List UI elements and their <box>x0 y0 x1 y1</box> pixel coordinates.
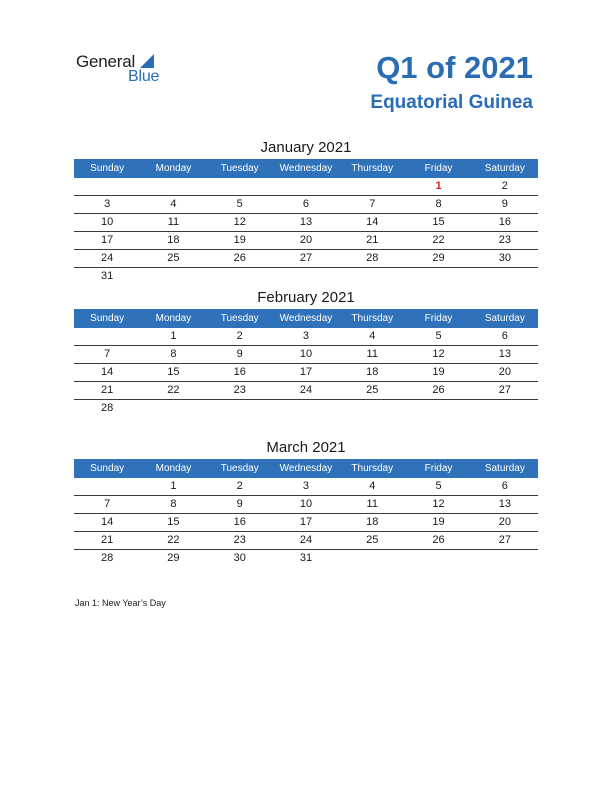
week-row <box>74 268 538 285</box>
weekday-label: Friday <box>424 463 453 474</box>
weekday-header <box>74 159 538 178</box>
weekday-label: Wednesday <box>279 463 333 474</box>
holiday-notes <box>75 598 166 608</box>
day-cell: 30 <box>498 252 511 264</box>
day-cell: 25 <box>366 534 379 546</box>
day-cell: 5 <box>435 480 442 492</box>
day-cell: 1 <box>170 330 177 342</box>
day-cell <box>74 328 140 345</box>
day-cell <box>405 550 471 567</box>
day-cell: 20 <box>498 516 511 528</box>
weekday-label: Saturday <box>484 313 525 324</box>
day-cell: 24 <box>101 252 114 264</box>
day-cell: 27 <box>498 534 511 546</box>
day-cell <box>472 400 538 417</box>
day-cell: 3 <box>302 480 310 492</box>
day-cell: 5 <box>236 198 243 210</box>
day-cell: 7 <box>104 498 111 510</box>
day-cell: 25 <box>167 252 180 264</box>
day-cell <box>273 178 339 195</box>
day-cell: 10 <box>101 216 114 228</box>
day-cell: 8 <box>170 348 177 360</box>
day-cell: 23 <box>233 534 246 546</box>
day-cell: 23 <box>498 234 511 246</box>
week-row <box>74 214 538 232</box>
day-cell: 14 <box>101 366 114 378</box>
week-row <box>74 328 538 346</box>
day-cell: 13 <box>498 348 511 360</box>
day-cell: 16 <box>233 366 246 378</box>
day-cell: 26 <box>432 534 445 546</box>
day-cell: 20 <box>299 234 313 246</box>
day-cell: 9 <box>501 198 508 210</box>
day-cell: 18 <box>167 234 180 246</box>
day-cell <box>74 178 140 195</box>
day-cell: 10 <box>299 498 313 510</box>
day-cell: 25 <box>366 384 379 396</box>
day-cell: 15 <box>167 366 180 378</box>
day-cell: 22 <box>167 384 180 396</box>
day-cell: 10 <box>299 348 313 360</box>
day-cell <box>339 550 405 567</box>
week-row <box>74 364 538 382</box>
day-cell <box>140 400 206 417</box>
day-cell: 5 <box>435 330 442 342</box>
day-cell: 12 <box>432 498 445 510</box>
week-row <box>74 478 538 496</box>
logo-general-text: General <box>76 52 136 71</box>
day-cell <box>339 268 405 285</box>
day-cell: 12 <box>432 348 445 360</box>
week-row <box>74 250 538 268</box>
day-cell: 6 <box>501 480 508 492</box>
month-title: February 2021 <box>257 289 355 306</box>
day-cell: 29 <box>432 252 445 264</box>
day-cell: 19 <box>432 366 445 378</box>
day-cell: 13 <box>498 498 511 510</box>
day-cell: 6 <box>501 330 508 342</box>
day-cell: 8 <box>435 198 442 210</box>
day-cell: 14 <box>366 216 379 228</box>
day-cell: 13 <box>299 216 313 228</box>
day-cell: 18 <box>366 366 379 378</box>
day-cell <box>273 400 339 417</box>
day-cell: 28 <box>101 552 114 564</box>
month-march <box>74 437 538 567</box>
day-cell: 9 <box>236 498 243 510</box>
day-cell: 7 <box>104 348 111 360</box>
day-cell: 9 <box>236 348 243 360</box>
day-cell: 6 <box>302 198 310 210</box>
week-row <box>74 232 538 250</box>
day-cell: 1 <box>170 480 177 492</box>
day-cell <box>472 550 538 567</box>
day-cell <box>140 268 206 285</box>
country-name: Equatorial Guinea <box>370 92 533 113</box>
weekday-label: Wednesday <box>279 163 333 174</box>
day-cell: 31 <box>299 552 313 564</box>
weekday-label: Sunday <box>90 463 125 474</box>
day-cell: 19 <box>432 516 445 528</box>
day-cell <box>207 268 273 285</box>
weekday-label: Tuesday <box>220 313 259 324</box>
holiday-note: Jan 1: New Year’s Day <box>75 598 166 608</box>
week-row <box>74 496 538 514</box>
day-cell: 11 <box>366 498 378 510</box>
month-february <box>74 287 538 417</box>
day-cell <box>207 400 273 417</box>
day-cell <box>74 478 140 495</box>
weekday-label: Tuesday <box>220 163 259 174</box>
day-cell: 19 <box>233 234 246 246</box>
day-cell: 31 <box>101 270 114 282</box>
day-cell: 4 <box>369 480 376 492</box>
day-cell: 8 <box>170 498 177 510</box>
calendar-grid <box>74 178 538 285</box>
day-cell <box>273 268 339 285</box>
day-cell: 15 <box>432 216 445 228</box>
weekday-label: Thursday <box>351 463 394 474</box>
day-cell: 11 <box>167 216 180 228</box>
day-cell: 24 <box>299 534 313 546</box>
day-cell: 1 <box>435 180 442 192</box>
weekday-label: Friday <box>424 163 453 174</box>
weekday-label: Monday <box>155 163 192 174</box>
day-cell: 17 <box>299 366 313 378</box>
day-cell: 30 <box>233 552 246 564</box>
day-cell: 14 <box>101 516 114 528</box>
generalblue-logo <box>76 52 176 88</box>
week-row <box>74 532 538 550</box>
weekday-label: Sunday <box>90 313 125 324</box>
day-cell: 16 <box>233 516 246 528</box>
day-cell <box>405 268 471 285</box>
day-cell <box>140 178 206 195</box>
day-cell: 27 <box>299 252 313 264</box>
week-row <box>74 514 538 532</box>
day-cell: 7 <box>369 198 376 210</box>
weekday-label: Thursday <box>351 163 394 174</box>
week-row <box>74 382 538 400</box>
day-cell: 28 <box>366 252 379 264</box>
day-cell: 15 <box>167 516 180 528</box>
day-cell: 21 <box>101 534 114 546</box>
day-cell <box>339 400 405 417</box>
day-cell: 26 <box>432 384 445 396</box>
month-title: January 2021 <box>260 139 352 156</box>
day-cell: 27 <box>498 384 511 396</box>
day-cell: 22 <box>167 534 180 546</box>
week-row <box>74 178 538 196</box>
weekday-label: Monday <box>155 313 192 324</box>
day-cell: 16 <box>498 216 511 228</box>
weekday-label: Sunday <box>90 163 125 174</box>
month-title: March 2021 <box>266 439 346 456</box>
day-cell <box>405 400 471 417</box>
month-january <box>74 137 538 285</box>
day-cell: 18 <box>366 516 379 528</box>
day-cell: 17 <box>101 234 114 246</box>
day-cell <box>339 178 405 195</box>
week-row <box>74 346 538 364</box>
calendar-grid <box>74 328 538 417</box>
calendar-grid <box>74 478 538 567</box>
day-cell: 26 <box>233 252 246 264</box>
flag-icon <box>140 54 154 68</box>
day-cell: 17 <box>299 516 313 528</box>
weekday-label: Thursday <box>351 313 394 324</box>
day-cell: 24 <box>299 384 313 396</box>
day-cell: 22 <box>432 234 445 246</box>
quarter-title: Q1 of 2021 <box>376 50 533 85</box>
day-cell: 2 <box>236 480 243 492</box>
day-cell: 2 <box>236 330 243 342</box>
weekday-label: Tuesday <box>220 463 259 474</box>
weekday-header <box>74 459 538 478</box>
weekday-label: Monday <box>155 463 192 474</box>
day-cell <box>472 268 538 285</box>
weekday-label: Saturday <box>484 463 525 474</box>
week-row <box>74 400 538 417</box>
weekday-label: Wednesday <box>279 313 333 324</box>
weekday-header <box>74 309 538 328</box>
day-cell: 21 <box>366 234 379 246</box>
day-cell: 4 <box>170 198 177 210</box>
day-cell: 28 <box>101 402 114 414</box>
day-cell: 2 <box>501 180 508 192</box>
weekday-label: Friday <box>424 313 453 324</box>
day-cell: 11 <box>366 348 378 360</box>
day-cell: 3 <box>104 198 111 210</box>
day-cell: 23 <box>233 384 246 396</box>
day-cell: 20 <box>498 366 511 378</box>
weekday-label: Saturday <box>484 163 525 174</box>
day-cell: 29 <box>167 552 180 564</box>
day-cell: 3 <box>302 330 310 342</box>
day-cell: 21 <box>101 384 114 396</box>
day-cell <box>207 178 273 195</box>
logo-blue-text: Blue <box>128 68 160 85</box>
week-row <box>74 196 538 214</box>
day-cell: 12 <box>233 216 246 228</box>
week-row <box>74 550 538 567</box>
day-cell: 4 <box>369 330 376 342</box>
